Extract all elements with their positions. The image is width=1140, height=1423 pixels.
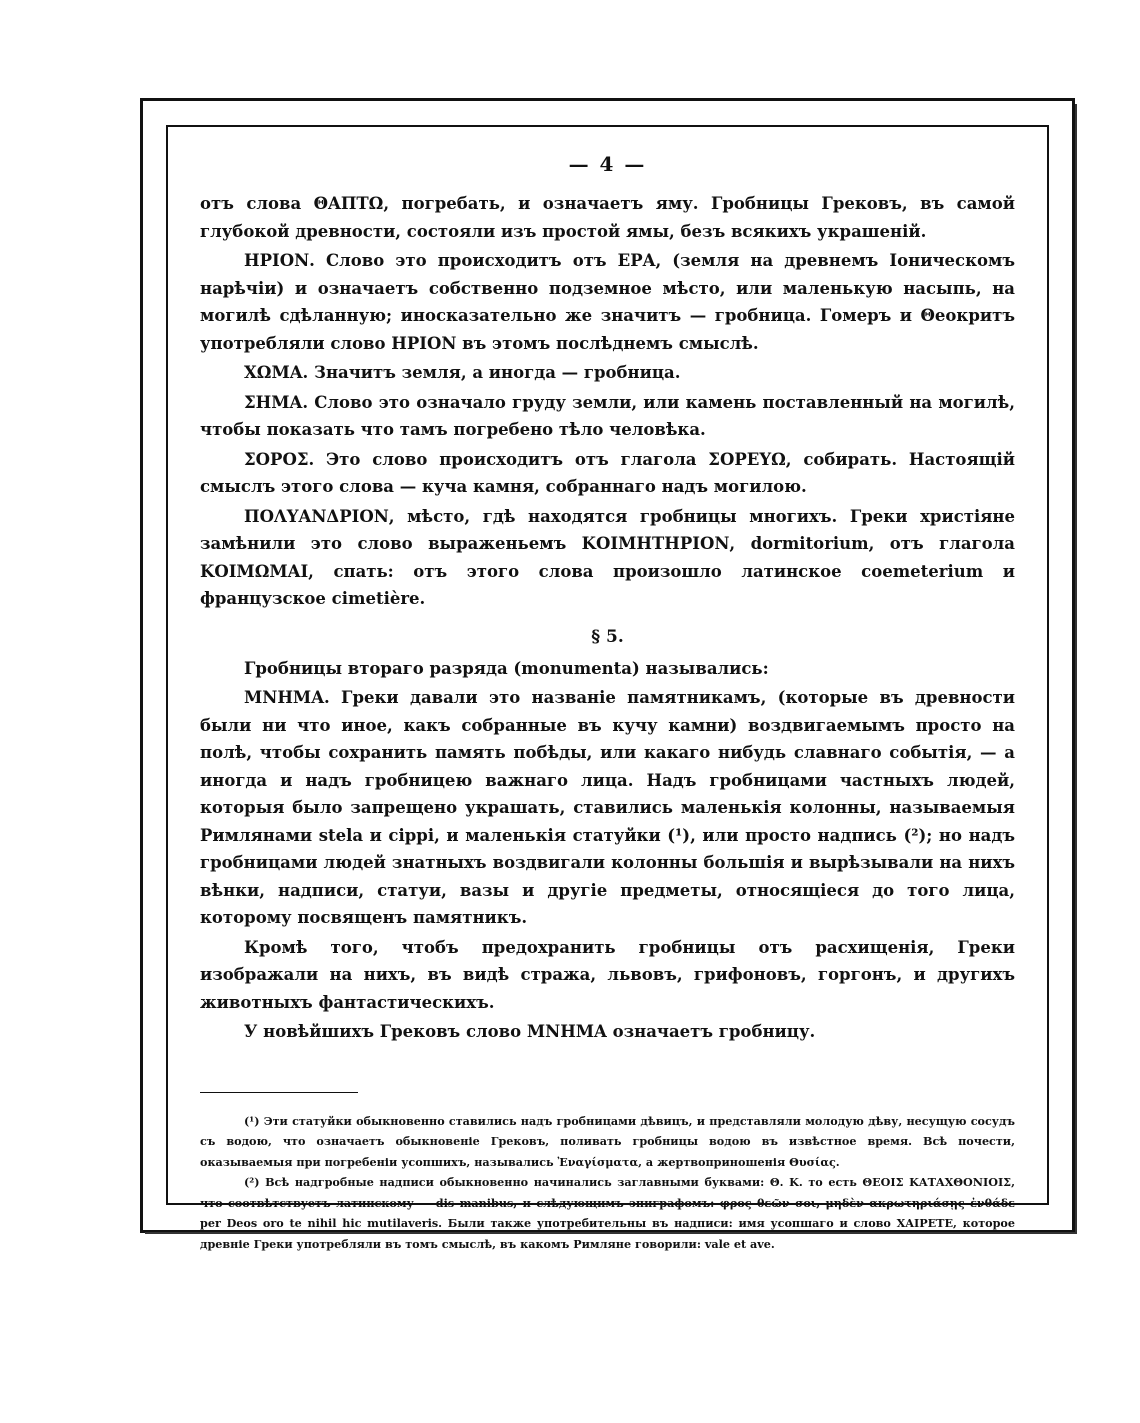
paragraph-modern-greeks: У новѣйшихъ Грековъ слово ΜΝΗΜΑ означаетъ гробницу. (244, 1022, 816, 1041)
footnote-1: (¹) Эти статуйки обыкновенно ставились надъ гробницами дѣвицъ, и представляли молодую дѣву, несущую сосудъ съ водою, что означаетъ обыкновеніе Грековъ, поливать гробницы водою въ извѣстное время. Всѣ почести, оказываемыя при погребеніи усопшихъ, назывались Ἐναγίσματα, а жертвоприношенія Θυσίας. (200, 1113, 1015, 1169)
footnote-2: (²) Всѣ надгробные надписи обыкновенно начинались заглавными буквами: Θ. Κ. то есть ΘΕΟΙΣ ΚΑΤΑΧΘΟΝΙΟΙΣ, что соотвѣтствуетъ латинскому — dis manibus, и слѣдующимъ эпиграфомъ: φρος θεῶν σοι, μηδὲν ακρωτηριάσῃς ἐνθάδε per Deos oro te nihil hic mutilaveris. Были также употребительны въ надписи: имя усопшаго и слово ΧΑΙΡΕΤΕ, которое древніе Греки употребляли въ томъ смыслѣ, въ какомъ Римляне говорили: vale et ave. (200, 1175, 1015, 1251)
paragraph-thapto: отъ слова ΘΑΠΤΩ, погребать, и означаетъ яму. Гробницы Грековъ, въ самой глубокой древности, состояли изъ простой ямы, безъ всякихъ украшеній. (200, 194, 1015, 241)
section-heading: § 5. (591, 626, 624, 647)
page-content (200, 152, 1015, 1254)
paragraph-second-category: Гробницы втораго разряда (monumenta) назывались: (244, 658, 769, 678)
paragraph-soros: ΣΟΡΟΣ. Это слово происходитъ отъ глагола ΣΟΡΕΥΩ, собирать. Настоящій смыслъ этого слова — куча камня, собраннаго надъ могилою. (200, 449, 1015, 496)
frame-shadow-right (1075, 104, 1077, 1234)
paragraph-polyandrion: ΠΟΛΥΑΝΔΡΙΟΝ, мѣсто, гдѣ находятся гробницы многихъ. Греки христіяне замѣнили это слово выраженьемъ ΚΟΙΜΗΤΗΡΙΟΝ, dormitorium, отъ глагола ΚΟΙΜΩΜΑΙ, спать: отъ этого слова произошло латинское coemeterium и французское cimetière. (200, 506, 1015, 608)
paragraph-mnema: ΜΝΗΜΑ. Греки давали это названіе памятникамъ, (которые въ древности были ни что иное, какъ собранные въ кучу камни) воздвигаемымъ просто на полѣ, чтобы сохранить память побѣды, или какаго нибудь славнаго событія, — а иногда и надъ гробницею важнаго лица. Надъ гробницами частныхъ людей, которыя было запрещено украшать, ставились маленькія колонны, называемыя Римлянами stela и cippi, и маленькія статуйки (¹), или просто надпись (²); но надъ гробницами людей знатныхъ воздвигали колонны большія и вырѣзывали на нихъ вѣнки, надписи, статуи, вазы и другіе предметы, относящіеся до того лица, которому посвященъ памятникъ. (200, 688, 1015, 927)
paragraph-guardians: Кромѣ того, чтобъ предохранить гробницы отъ расхищенія, Греки изображали на нихъ, въ видѣ стража, львовъ, грифоновъ, горгонъ, и другихъ животныхъ фантастическихъ. (200, 937, 1015, 1012)
paragraph-erion: ΗΡΙΟΝ. Слово это происходитъ отъ ΕΡΑ, (земля на древнемъ Іоническомъ нарѣчіи) и означаетъ собственно подземное мѣсто, или маленькую насыпь, на могилѣ сдѣланную; иносказательно же значитъ — гробница. Гомеръ и Θеокритъ употребляли слово ΗΡΙΟΝ въ этомъ послѣднемъ смыслѣ. (200, 251, 1015, 353)
paragraph-choma: ΧΩΜΑ. Значитъ земля, а иногда — гробница. (244, 363, 681, 382)
footnote-divider (200, 1092, 358, 1093)
page-number: — 4 — (568, 152, 647, 176)
paragraph-sema: ΣΗΜΑ. Слово это означало груду земли, или камень поставленный на могилѣ, чтобы показать что тамъ погребено тѣло человѣка. (200, 392, 1015, 439)
